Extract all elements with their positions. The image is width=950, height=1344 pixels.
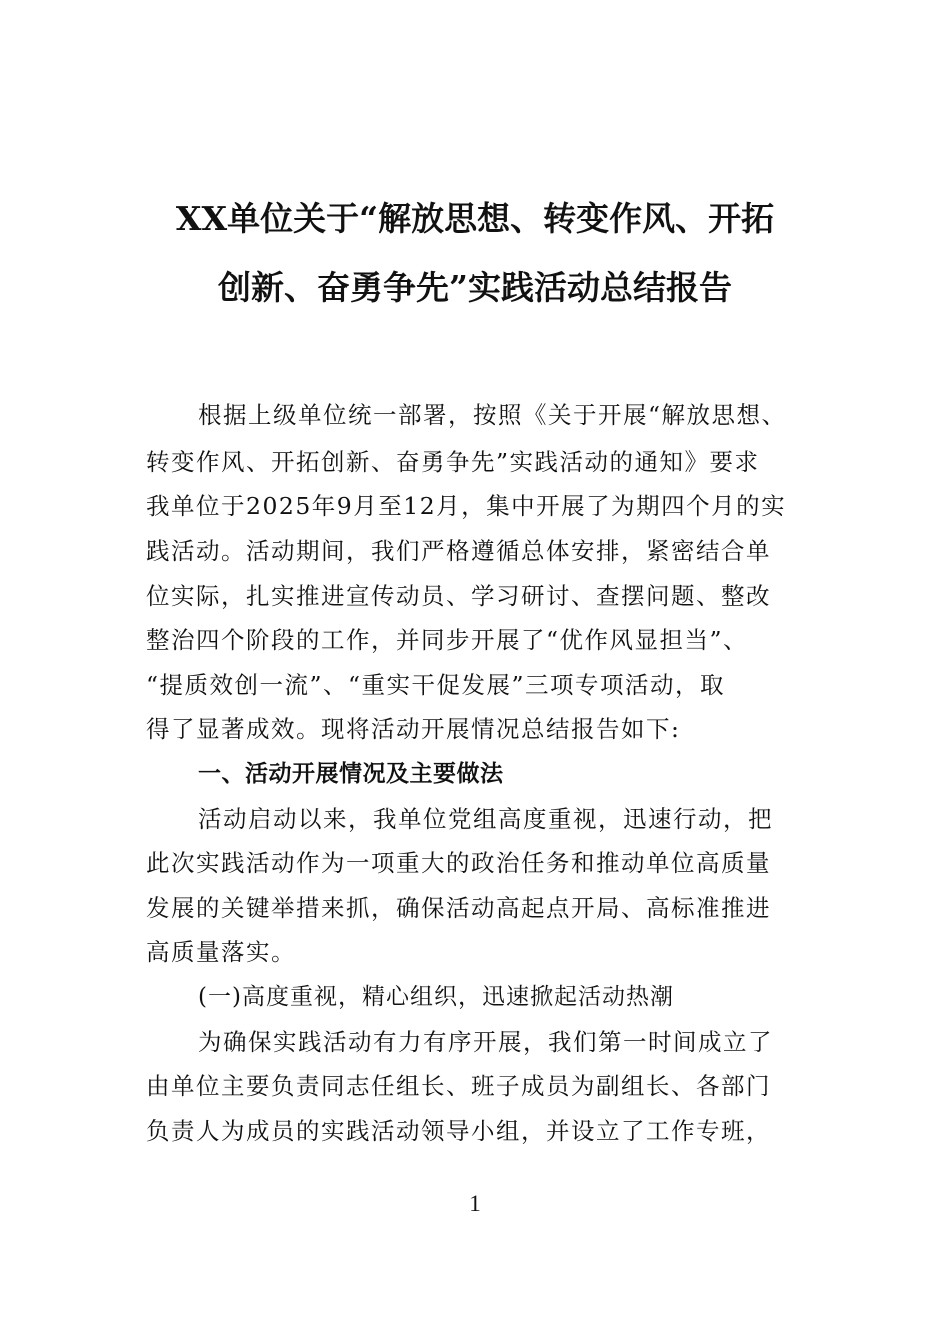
body-text-line: 此次实践活动作为一项重大的政治任务和推动单位高质量: [146, 849, 771, 877]
body-text-line: 整治四个阶段的工作，并同步开展了“优作风显担当”、: [146, 626, 749, 654]
body-text-line: 由单位主要负责同志任组长、班子成员为副组长、各部门: [146, 1072, 771, 1100]
subsection-heading: (一)高度重视，精心组织，迅速掀起活动热潮: [198, 984, 674, 1010]
body-text-line: 我单位于2025年9月至12月，集中开展了为期四个月的实: [146, 492, 787, 520]
body-text-line: 根据上级单位统一部署，按照《关于开展“解放思想、: [198, 401, 787, 429]
body-text-line: 为确保实践活动有力有序开展，我们第一时间成立了: [198, 1028, 773, 1056]
body-text-line: 位实际，扎实推进宣传动员、学习研讨、查摆问题、整改: [146, 582, 771, 610]
body-text-line: “提质效创一流”、“重实干促发展”三项专项活动，取: [146, 671, 726, 699]
body-text-line: 发展的关键举措来抓，确保活动高起点开局、高标准推进: [146, 894, 771, 922]
body-text-line: 高质量落实。: [146, 938, 296, 966]
body-text-line: 得了显著成效。现将活动开展情况总结报告如下:: [146, 715, 681, 743]
body-text-line: 践活动。活动期间，我们严格遵循总体安排，紧密结合单: [146, 537, 771, 565]
document-title-line-1: XX单位关于“解放思想、转变作风、开拓: [175, 199, 775, 238]
page-number: 1: [469, 1191, 481, 1216]
body-text-line: 转变作风、开拓创新、奋勇争先”实践活动的通知》要求: [146, 448, 760, 476]
body-text-line: 活动启动以来，我单位党组高度重视，迅速行动，把: [198, 805, 773, 833]
document-title-line-2: 创新、奋勇争先”实践活动总结报告: [218, 268, 732, 307]
section-heading: 一、活动开展情况及主要做法: [198, 761, 504, 787]
body-text-line: 负责人为成员的实践活动领导小组，并设立了工作专班，: [146, 1117, 771, 1145]
